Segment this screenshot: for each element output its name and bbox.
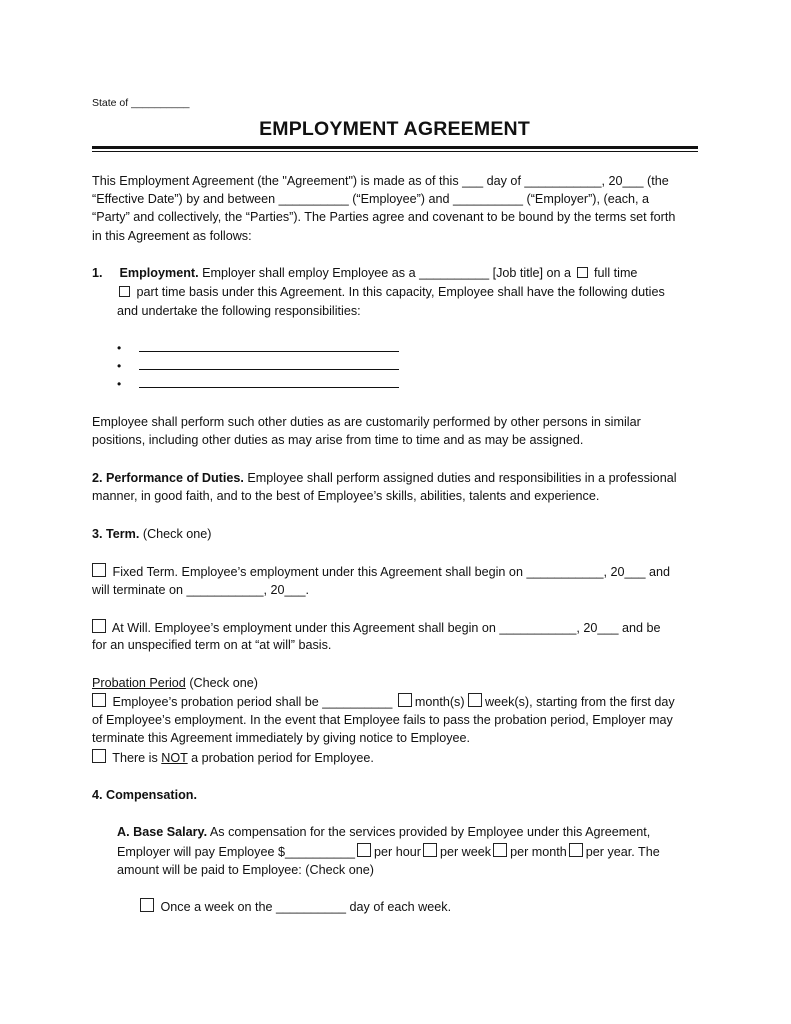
no-probation-text-a: There is [112, 751, 162, 765]
list-item [117, 340, 399, 356]
per-week-label: per week [439, 845, 492, 859]
fixed-term-text: Fixed Term. Employee’s employment under this Agreement shall begin on ___________, 20___ and [112, 565, 671, 579]
section-1-line-3: and undertake the following responsibilities: [117, 304, 361, 318]
section-1-number: 1. [92, 266, 103, 280]
probation-week-label: week(s), starting from the first day [485, 695, 675, 709]
per-hour-label: per hour [374, 845, 421, 859]
fixed-term-checkbox[interactable] [92, 563, 106, 577]
base-salary-text-2: Employer will pay Employee $__________ [117, 845, 356, 859]
probation-heading: Probation Period [92, 676, 186, 690]
part-time-checkbox[interactable] [119, 286, 130, 297]
probation-heading-line [92, 675, 258, 691]
full-time-label: full time [594, 266, 638, 280]
probation-note: (Check one) [189, 676, 258, 690]
bullet-icon: • [117, 359, 122, 373]
title-rule-thin [92, 151, 698, 152]
other-duties-line-2: positions, including other duties as may arise from time to time and as may be assigned. [92, 433, 584, 447]
base-salary-text-1: As compensation for the services provided by Employee under this Agreement, [209, 825, 651, 839]
section-3-heading: 3. Term. [92, 527, 140, 541]
probation-month-checkbox[interactable] [398, 693, 412, 707]
duty-blank-1[interactable] [139, 340, 399, 352]
fixed-term-line-1 [92, 563, 670, 580]
section-2-line-2: manner, in good faith, and to the best of Employee’s skills, abilities, talents and experience. [92, 489, 600, 503]
list-item [117, 358, 399, 374]
bullet-icon: • [117, 377, 122, 391]
intro-line-1: This Employment Agreement (the "Agreement") is made as of this ___ day of ___________, 20___ (the [92, 174, 669, 188]
intro-line-4: in this Agreement as follows: [92, 229, 252, 243]
base-salary-line-2 [117, 843, 660, 860]
at-will-text: At Will. Employee’s employment under this Agreement shall begin on ___________, 20___ and be [111, 621, 661, 635]
bullet-icon: • [117, 341, 122, 355]
per-month-checkbox[interactable] [493, 843, 507, 857]
no-probation-text-b: a probation period for Employee. [187, 751, 374, 765]
per-week-checkbox[interactable] [423, 843, 437, 857]
duty-blank-2[interactable] [139, 358, 399, 370]
once-a-week-text: Once a week on the __________ day of each week. [160, 900, 452, 914]
full-time-checkbox[interactable] [577, 267, 588, 278]
fixed-term-line-2: will terminate on ___________, 20___. [92, 583, 310, 597]
base-salary-line-1 [117, 824, 650, 840]
probation-line-2: of Employee’s employment. In the event that Employee fails to pass the probation period, Employer may [92, 713, 673, 727]
no-probation-checkbox[interactable] [92, 749, 106, 763]
duty-blank-3[interactable] [139, 376, 399, 388]
intro-line-2: “Effective Date”) by and between __________ (“Employee”) and __________ (“Employer”), (each, a [92, 192, 650, 206]
per-hour-checkbox[interactable] [357, 843, 371, 857]
section-1-text-2: part time basis under this Agreement. In this capacity, Employee shall have the following duties [136, 285, 665, 299]
section-1-line-2 [117, 284, 665, 300]
title-rule-thick [92, 146, 698, 149]
at-will-line-2: for an unspecified term on at “at will” basis. [92, 638, 332, 652]
section-1-line-1 [92, 265, 637, 281]
once-a-week-line [140, 898, 451, 915]
section-2-line-1 [92, 470, 677, 486]
probation-line-3: terminate this Agreement immediately by giving notice to Employee. [92, 731, 470, 745]
section-1-text-1: Employer shall employ Employee as a __________ [Job title] on a [202, 266, 572, 280]
no-probation-not: NOT [161, 751, 188, 765]
intro-line-3: “Party” and collectively, the “Parties”). The Parties agree and covenant to be bound by the terms set forth [92, 210, 676, 224]
no-probation-line [92, 749, 374, 766]
section-2-heading: 2. Performance of Duties. [92, 471, 244, 485]
probation-week-checkbox[interactable] [468, 693, 482, 707]
once-a-week-checkbox[interactable] [140, 898, 154, 912]
base-salary-heading: A. Base Salary. [117, 825, 208, 839]
per-year-label: per year. The [585, 845, 660, 859]
list-item [117, 376, 399, 392]
other-duties-line-1: Employee shall perform such other duties as are customarily performed by other persons in similar [92, 415, 641, 429]
section-3-heading-line [92, 526, 211, 542]
probation-month-label: month(s) [414, 695, 465, 709]
document-title: EMPLOYMENT AGREEMENT [259, 118, 530, 140]
at-will-line-1 [92, 619, 660, 636]
section-3-check-note: (Check one) [142, 527, 212, 541]
per-month-label: per month [510, 845, 567, 859]
probation-line-1 [92, 693, 675, 710]
base-salary-line-3: amount will be paid to Employee: (Check one) [117, 863, 374, 877]
section-1-heading: Employment. [119, 266, 199, 280]
section-2-text-1: Employee shall perform assigned duties and responsibilities in a professional [247, 471, 677, 485]
section-4-heading: 4. Compensation. [92, 788, 197, 802]
state-line: State of __________ [92, 97, 190, 109]
probation-checkbox[interactable] [92, 693, 106, 707]
probation-text: Employee’s probation period shall be __________ [112, 695, 393, 709]
per-year-checkbox[interactable] [569, 843, 583, 857]
at-will-checkbox[interactable] [92, 619, 106, 633]
